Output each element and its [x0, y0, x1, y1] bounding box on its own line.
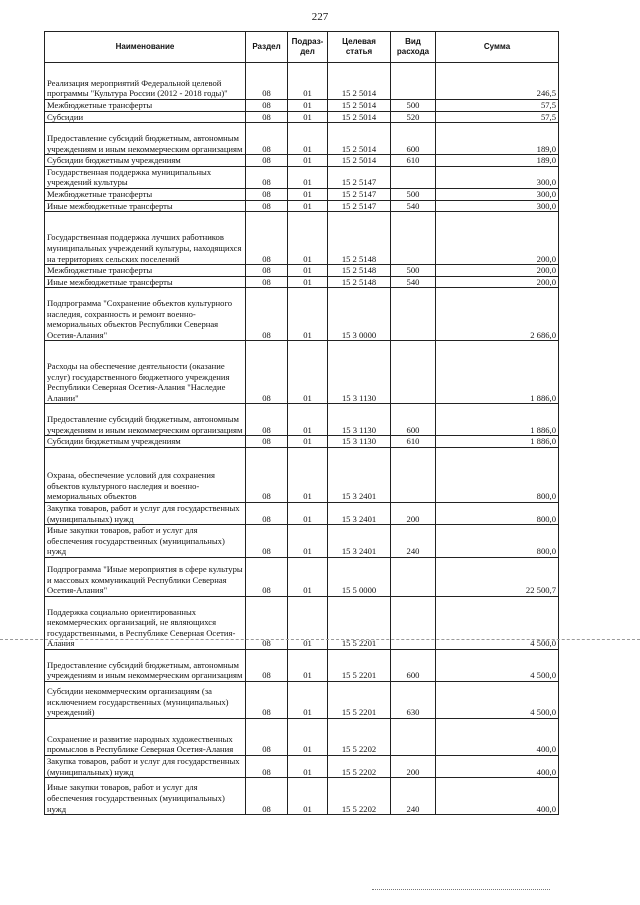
row-subsection: 01 [288, 111, 328, 123]
table-row [45, 596, 559, 649]
row-target: 15 2 5014 [328, 111, 391, 123]
row-section: 08 [246, 525, 288, 558]
row-section: 08 [246, 265, 288, 277]
row-name: Расходы на обеспечение деятельности (оказание услуг) государственного бюджетного учреждения Республики Северная Осетия-Алания "Наследие Алании" [45, 341, 246, 404]
row-section: 08 [246, 718, 288, 755]
row-section: 08 [246, 166, 288, 188]
row-type: 520 [391, 111, 436, 123]
row-sum: 300,0 [436, 188, 559, 200]
row-target: 15 2 5014 [328, 155, 391, 167]
row-name: Субсидии бюджетным учреждениям [45, 155, 246, 167]
row-name: Сохранение и развитие народных художественных промыслов в Республике Северная Осетия-Алания [45, 718, 246, 755]
row-subsection: 01 [288, 265, 328, 277]
row-sum: 400,0 [436, 718, 559, 755]
row-type: 500 [391, 100, 436, 112]
row-sum: 800,0 [436, 525, 559, 558]
table-row [45, 755, 559, 777]
row-name: Межбюджетные трансферты [45, 188, 246, 200]
table-row [45, 188, 559, 200]
row-sum: 57,5 [436, 100, 559, 112]
row-section: 08 [246, 123, 288, 155]
row-target: 15 5 2201 [328, 649, 391, 681]
row-type: 240 [391, 525, 436, 558]
row-target: 15 3 1130 [328, 436, 391, 448]
row-subsection: 01 [288, 557, 328, 596]
scan-footer-marks [372, 889, 550, 890]
row-target: 15 2 5014 [328, 123, 391, 155]
table-row [45, 288, 559, 341]
row-type [391, 718, 436, 755]
row-sum: 189,0 [436, 155, 559, 167]
row-section: 08 [246, 755, 288, 777]
row-type [391, 166, 436, 188]
page-number: 227 [311, 11, 329, 23]
row-section: 08 [246, 100, 288, 112]
row-subsection: 01 [288, 755, 328, 777]
row-subsection: 01 [288, 596, 328, 649]
row-subsection: 01 [288, 155, 328, 167]
table-row [45, 502, 559, 524]
row-sum: 200,0 [436, 276, 559, 288]
row-subsection: 01 [288, 502, 328, 524]
row-target: 15 2 5014 [328, 100, 391, 112]
row-section: 08 [246, 649, 288, 681]
row-name: Охрана, обеспечение условий для сохранения объектов культурного наследия и военно-мемориальных объектов [45, 447, 246, 502]
header-type: Вид расхода [391, 32, 436, 63]
row-section: 08 [246, 404, 288, 436]
row-name: Предоставление субсидий бюджетным, автономным учреждениям и иным некоммерческим организациям [45, 649, 246, 681]
row-sum: 400,0 [436, 778, 559, 815]
table-row [45, 436, 559, 448]
table-row [45, 265, 559, 277]
row-subsection: 01 [288, 288, 328, 341]
row-target: 15 2 5148 [328, 265, 391, 277]
table-row [45, 718, 559, 755]
row-section: 08 [246, 276, 288, 288]
row-sum: 4 500,0 [436, 649, 559, 681]
row-name: Субсидии бюджетным учреждениям [45, 436, 246, 448]
table-row [45, 200, 559, 212]
row-sum: 22 500,7 [436, 557, 559, 596]
row-name: Поддержка социально ориентированных некоммерческих организаций, не являющихся государственными, в Республике Северная Осетия-Алания [45, 596, 246, 649]
row-name: Иные межбюджетные трансферты [45, 276, 246, 288]
row-target: 15 3 2401 [328, 447, 391, 502]
row-section: 08 [246, 447, 288, 502]
row-target: 15 2 5147 [328, 188, 391, 200]
row-type: 610 [391, 155, 436, 167]
row-type [391, 447, 436, 502]
row-target: 15 2 5147 [328, 200, 391, 212]
row-section: 08 [246, 111, 288, 123]
row-name: Субсидии некоммерческим организациям (за исключением государственных (муниципальных) учреждений) [45, 681, 246, 718]
row-name: Межбюджетные трансферты [45, 100, 246, 112]
row-target: 15 5 2202 [328, 778, 391, 815]
row-target: 15 5 2202 [328, 755, 391, 777]
row-name: Государственная поддержка лучших работников муниципальных учреждений культуры, находящихся на территориях сельских поселений [45, 212, 246, 265]
table-row [45, 404, 559, 436]
table-row [45, 123, 559, 155]
row-type: 500 [391, 265, 436, 277]
row-target: 15 5 2201 [328, 596, 391, 649]
row-name: Межбюджетные трансферты [45, 265, 246, 277]
row-name: Подпрограмма "Иные мероприятия в сфере культуры и массовых коммуникаций Республики Северная Осетия-Алания" [45, 557, 246, 596]
row-section: 08 [246, 596, 288, 649]
row-target: 15 3 1130 [328, 341, 391, 404]
row-target: 15 5 0000 [328, 557, 391, 596]
row-type [391, 212, 436, 265]
row-subsection: 01 [288, 166, 328, 188]
row-sum: 4 500,0 [436, 681, 559, 718]
row-type: 540 [391, 276, 436, 288]
row-subsection: 01 [288, 276, 328, 288]
table-row [45, 166, 559, 188]
table-row [45, 276, 559, 288]
row-target: 15 3 2401 [328, 525, 391, 558]
row-name: Подпрограмма "Сохранение объектов культурного наследия, сохранность и ремонт военно-мемориальных объектов Республики Северная Осетия-Алания" [45, 288, 246, 341]
row-section: 08 [246, 200, 288, 212]
row-name: Иные межбюджетные трансферты [45, 200, 246, 212]
row-sum: 1 886,0 [436, 436, 559, 448]
header-target: Целевая статья [328, 32, 391, 63]
row-sum: 2 686,0 [436, 288, 559, 341]
row-name: Закупка товаров, работ и услуг для государственных (муниципальных) нужд [45, 502, 246, 524]
row-type: 600 [391, 123, 436, 155]
table-row [45, 778, 559, 815]
row-sum: 800,0 [436, 447, 559, 502]
table-row [45, 681, 559, 718]
row-section: 08 [246, 681, 288, 718]
row-subsection: 01 [288, 212, 328, 265]
row-type: 200 [391, 502, 436, 524]
row-sum: 200,0 [436, 265, 559, 277]
row-target: 15 2 5014 [328, 63, 391, 100]
row-name: Закупка товаров, работ и услуг для государственных (муниципальных) нужд [45, 755, 246, 777]
row-sum: 1 886,0 [436, 341, 559, 404]
table-row [45, 341, 559, 404]
row-sum: 200,0 [436, 212, 559, 265]
row-subsection: 01 [288, 718, 328, 755]
row-sum: 300,0 [436, 200, 559, 212]
row-type: 200 [391, 755, 436, 777]
row-name: Иные закупки товаров, работ и услуг для обеспечения государственных (муниципальных) нужд [45, 778, 246, 815]
row-sum: 189,0 [436, 123, 559, 155]
row-sum: 400,0 [436, 755, 559, 777]
row-section: 08 [246, 63, 288, 100]
row-subsection: 01 [288, 123, 328, 155]
row-section: 08 [246, 288, 288, 341]
row-target: 15 3 1130 [328, 404, 391, 436]
row-subsection: 01 [288, 447, 328, 502]
table-row [45, 63, 559, 100]
row-name: Предоставление субсидий бюджетным, автономным учреждениям и иным некоммерческим организациям [45, 123, 246, 155]
row-section: 08 [246, 341, 288, 404]
row-type [391, 341, 436, 404]
row-sum: 300,0 [436, 166, 559, 188]
row-subsection: 01 [288, 649, 328, 681]
row-section: 08 [246, 778, 288, 815]
row-sum: 246,5 [436, 63, 559, 100]
table-row [45, 557, 559, 596]
row-type [391, 63, 436, 100]
row-type: 610 [391, 436, 436, 448]
row-name: Иные закупки товаров, работ и услуг для обеспечения государственных (муниципальных) нужд [45, 525, 246, 558]
row-section: 08 [246, 502, 288, 524]
table-row [45, 212, 559, 265]
row-sum: 57,5 [436, 111, 559, 123]
row-target: 15 5 2201 [328, 681, 391, 718]
row-subsection: 01 [288, 100, 328, 112]
row-subsection: 01 [288, 200, 328, 212]
row-subsection: 01 [288, 681, 328, 718]
row-type [391, 288, 436, 341]
header-sum: Сумма [436, 32, 559, 63]
row-type: 630 [391, 681, 436, 718]
row-target: 15 3 0000 [328, 288, 391, 341]
row-subsection: 01 [288, 436, 328, 448]
row-target: 15 3 2401 [328, 502, 391, 524]
row-section: 08 [246, 212, 288, 265]
table-row [45, 155, 559, 167]
header-name: Наименование [45, 32, 246, 63]
table-header-row [45, 32, 559, 63]
table-row [45, 525, 559, 558]
table-row [45, 447, 559, 502]
row-subsection: 01 [288, 404, 328, 436]
row-section: 08 [246, 188, 288, 200]
row-subsection: 01 [288, 63, 328, 100]
table-row [45, 100, 559, 112]
header-subsection: Подраз-дел [288, 32, 328, 63]
table-row [45, 111, 559, 123]
row-subsection: 01 [288, 778, 328, 815]
row-subsection: 01 [288, 525, 328, 558]
row-section: 08 [246, 557, 288, 596]
budget-table [44, 31, 559, 815]
row-target: 15 2 5148 [328, 212, 391, 265]
row-type: 500 [391, 188, 436, 200]
row-name: Реализация мероприятий Федеральной целевой программы "Культура России (2012 - 2018 годы)" [45, 63, 246, 100]
row-type: 600 [391, 404, 436, 436]
row-sum: 1 886,0 [436, 404, 559, 436]
scan-divider-line [0, 639, 640, 640]
row-subsection: 01 [288, 188, 328, 200]
row-name: Предоставление субсидий бюджетным, автономным учреждениям и иным некоммерческим организациям [45, 404, 246, 436]
row-type: 600 [391, 649, 436, 681]
table-row [45, 649, 559, 681]
row-target: 15 2 5148 [328, 276, 391, 288]
row-type [391, 557, 436, 596]
row-sum: 800,0 [436, 502, 559, 524]
header-section: Раздел [246, 32, 288, 63]
row-type: 240 [391, 778, 436, 815]
row-name: Субсидии [45, 111, 246, 123]
row-section: 08 [246, 436, 288, 448]
row-sum: 4 500,0 [436, 596, 559, 649]
row-subsection: 01 [288, 341, 328, 404]
row-name: Государственная поддержка муниципальных учреждений культуры [45, 166, 246, 188]
row-target: 15 5 2202 [328, 718, 391, 755]
row-type: 540 [391, 200, 436, 212]
row-type [391, 596, 436, 649]
row-target: 15 2 5147 [328, 166, 391, 188]
row-section: 08 [246, 155, 288, 167]
